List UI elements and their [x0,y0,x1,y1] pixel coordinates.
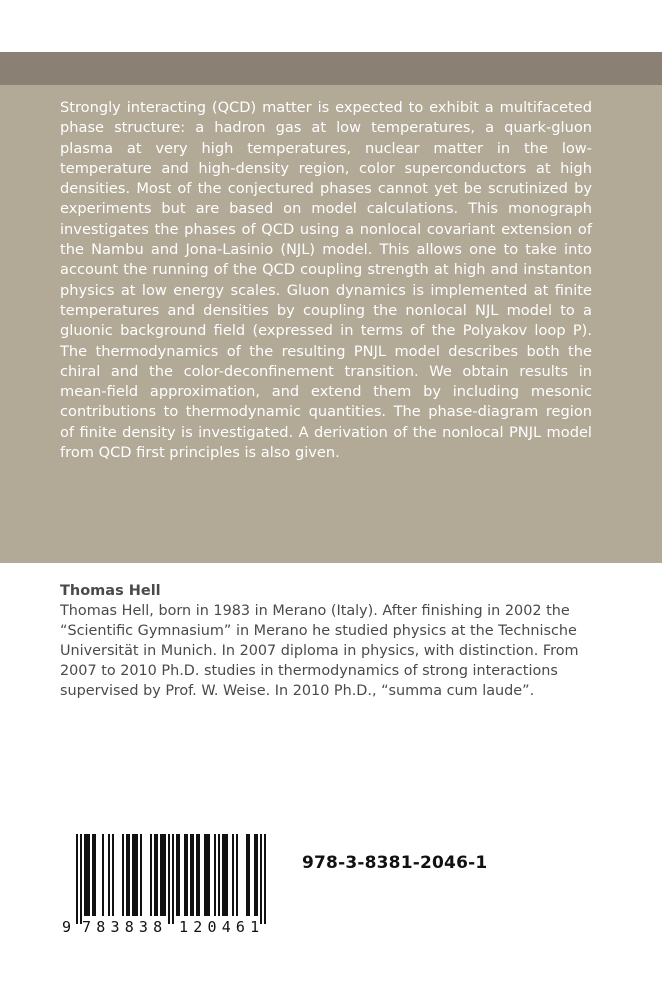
barcode-bar [222,834,224,916]
barcode-bar [176,834,178,916]
barcode-bar [92,834,94,916]
barcode-right-digits: 120461 [179,918,265,936]
barcode-guard-bar [168,834,170,924]
barcode-bar [192,834,194,916]
barcode-bar [190,834,192,916]
barcode-bar [86,834,88,916]
barcode-bar [184,834,186,916]
barcode-bar [154,834,156,916]
barcode-bar [156,834,158,916]
barcode-bar [218,834,220,916]
barcode-bar [186,834,188,916]
barcode-bar [164,834,166,916]
barcode-bar [102,834,104,916]
barcode-guard-bar [260,834,262,924]
barcode-bar [132,834,134,916]
author-bio: Thomas Hell, born in 1983 in Merano (Italy). After finishing in 2002 the “Scientific Gymnasium” in Merano he studied physics at the Technische Universität in Munich. In 2007 diploma in physics, with distinction. From 2007 to 2010 Ph.D. studies in thermodynamics of strong interactions supervised by Prof. W. Weise. In 2010 Ph.D., “summa cum laude”. [60,603,579,699]
barcode-bar [246,834,248,916]
barcode-bar [178,834,180,916]
barcode-bar [94,834,96,916]
barcode [56,828,292,938]
barcode-bar [108,834,110,916]
barcode-guard-bar [76,834,78,924]
barcode-guard-bar [80,834,82,924]
isbn-number: 978-3-8381-2046-1 [302,853,488,873]
barcode-bar [224,834,226,916]
top-color-band [0,52,662,85]
barcode-guard-bar [172,834,174,924]
barcode-bar [134,834,136,916]
barcode-bar [236,834,238,916]
barcode-bar [160,834,162,916]
barcode-bar [208,834,210,916]
barcode-bar [162,834,164,916]
barcode-bar [112,834,114,916]
barcode-bar [126,834,128,916]
barcode-guard-bar [264,834,266,924]
barcode-first-digit: 9 [62,918,72,936]
barcode-bar [232,834,234,916]
barcode-bar [122,834,124,916]
barcode-bar [140,834,142,916]
barcode-bar [256,834,258,916]
barcode-bar [150,834,152,916]
barcode-bar [214,834,216,916]
barcode-bar [88,834,90,916]
barcode-bar [226,834,228,916]
book-description: Strongly interacting (QCD) matter is expected to exhibit a multifaceted phase structure: a hadron gas at low temperatures, a quark-gluon plasma at very high temperatures, nuclear matter in the low-temperature and high-density region, color superconductors at high densities. Most of the conjectured phases cannot yet be scrutinized by experiments but are based on model calculations. This monograph investigates the phases of QCD using a nonlocal covariant extension of the Nambu and Jona-Lasinio (NJL) model. This allows one to take into account the running of the QCD coupling strength at high and instanton physics at low energy scales. Gluon dynamics is implemented at finite temperatures and densities by coupling the nonlocal NJL model to a gluonic background field (expressed in terms of the Polyakov loop P). The thermodynamics of the resulting PNJL model describes both the chiral and the color-deconfinement transition. We obtain results in mean-field approximation, and extend them by including mesonic contributions to thermodynamic quantities. The phase-diagram region of finite density is investigated. A derivation of the nonlocal PNJL model from QCD first principles is also given. [60,99,592,462]
barcode-bar [136,834,138,916]
author-name: Thomas Hell [60,583,161,599]
barcode-left-digits: 783838 [82,918,168,936]
barcode-bar [206,834,208,916]
barcode-bar [196,834,198,916]
barcode-bar [198,834,200,916]
barcode-bar [84,834,86,916]
barcode-graphic [56,828,292,938]
barcode-bar [254,834,256,916]
barcode-bar [204,834,206,916]
barcode-bar [248,834,250,916]
barcode-bar [128,834,130,916]
